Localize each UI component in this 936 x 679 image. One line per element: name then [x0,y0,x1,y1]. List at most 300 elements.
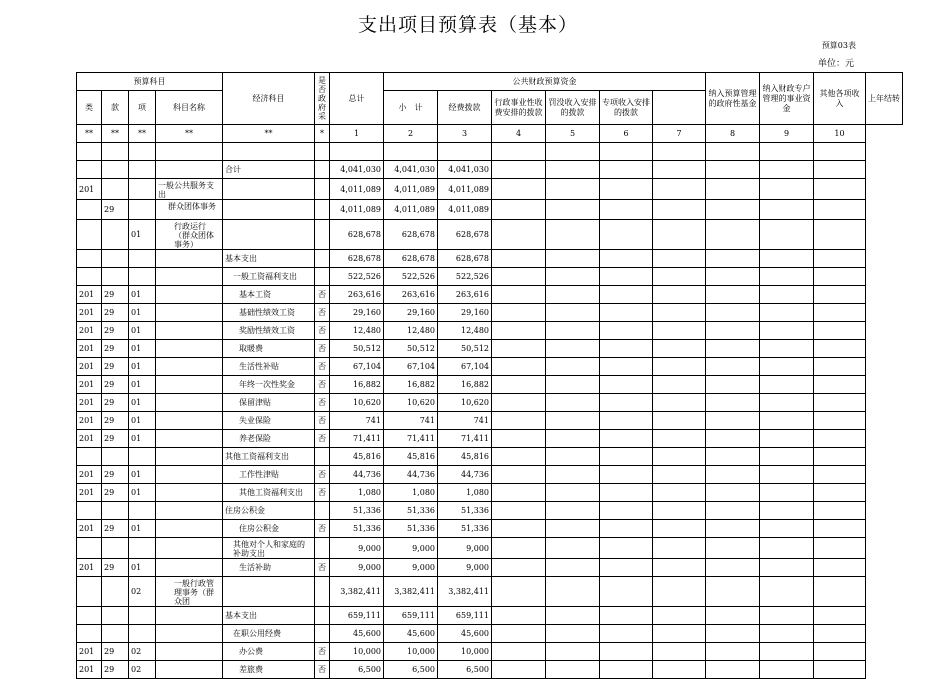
cell-empty [814,607,866,625]
cell-empty [492,358,546,376]
header-gov-fund: 纳入预算管理的政府性基金 [706,73,760,125]
cell-empty [600,538,653,559]
cell-lei: 201 [77,520,102,538]
cell-econ: 住房公积金 [223,502,315,520]
cell-empty [706,448,760,466]
cell-kuan: 29 [102,412,129,430]
budget-table [76,72,903,679]
cell-appr: 628,678 [438,250,492,268]
header-fines: 罚没收入安排的拨款 [546,91,600,125]
header-econ-subject: 经济科目 [223,73,315,125]
cell-empty [814,250,866,268]
cell-empty [706,661,760,679]
cell-sub: 67,104 [384,358,438,376]
cell-proc: 否 [315,394,330,412]
cell-empty [760,161,814,179]
cell-proc: 否 [315,430,330,448]
cell-kuan: 29 [102,358,129,376]
cell-empty [546,161,600,179]
cell-total: 3,382,411 [330,577,384,607]
cell-empty [814,484,866,502]
cell-name [156,358,223,376]
cell-sub: 6,500 [384,661,438,679]
cell-empty [492,484,546,502]
table-row [77,200,903,220]
cell-lei: 201 [77,484,102,502]
table-row [77,322,903,340]
cell-name [156,520,223,538]
cell-sub: 4,011,089 [384,179,438,200]
cell-proc: 否 [315,322,330,340]
cell-proc [315,161,330,179]
cell-empty [492,286,546,304]
cell-empty [760,412,814,430]
cell-proc: 否 [315,412,330,430]
cell-kuan: 29 [102,376,129,394]
cell-empty [653,161,706,179]
cell-total: 10,620 [330,394,384,412]
cell-empty [814,520,866,538]
cell-empty [653,179,706,200]
cell-name [156,268,223,286]
cell-lei [77,161,102,179]
cell-empty [706,394,760,412]
cell-kuan [102,538,129,559]
cell-empty [814,502,866,520]
cell-lei [77,448,102,466]
cell-proc: 否 [315,661,330,679]
cell-empty [546,502,600,520]
cell-xiang: 01 [129,304,156,322]
cell-econ: 保留津贴 [223,394,315,412]
cell-empty [600,466,653,484]
table-row [77,220,903,250]
cell-econ: 基本支出 [223,607,315,625]
cell-name [156,322,223,340]
cell-sub: 4,041,030 [384,161,438,179]
code-cell: ** [156,125,223,143]
header-appropriation: 经费拨款 [438,91,492,125]
cell-name [156,412,223,430]
cell-empty [706,502,760,520]
cell-econ: 办公费 [223,643,315,661]
cell-empty [706,412,760,430]
cell-empty [653,520,706,538]
cell-empty [546,250,600,268]
table-row [77,179,903,200]
cell-empty [546,340,600,358]
table-row [77,643,903,661]
cell-total: 1,080 [330,484,384,502]
cell-empty [600,358,653,376]
cell-lei [77,268,102,286]
cell-empty [814,358,866,376]
cell-empty [760,577,814,607]
cell-empty [706,466,760,484]
cell-sub: 51,336 [384,520,438,538]
cell-empty [492,538,546,559]
cell-empty [600,322,653,340]
cell-empty [546,643,600,661]
cell-lei [77,607,102,625]
cell-proc: 否 [315,304,330,322]
cell-lei: 201 [77,643,102,661]
table-row [77,577,903,607]
cell-empty [600,268,653,286]
cell-xiang: 01 [129,412,156,430]
cell-sub: 45,600 [384,625,438,643]
cell-xiang [129,607,156,625]
spacer-row [77,143,903,161]
cell-kuan [102,577,129,607]
cell-empty [814,304,866,322]
cell-empty [760,484,814,502]
cell-total: 4,011,089 [330,179,384,200]
cell-lei: 201 [77,412,102,430]
cell-total: 6,500 [330,661,384,679]
cell-appr: 10,000 [438,643,492,661]
cell-empty [760,340,814,358]
cell-appr: 10,620 [438,394,492,412]
cell-empty [760,661,814,679]
cell-kuan [102,161,129,179]
cell-empty [706,376,760,394]
cell-name: 群众团体事务 [156,200,223,220]
cell-empty [600,412,653,430]
cell-empty [600,394,653,412]
cell-empty [653,625,706,643]
cell-xiang: 01 [129,358,156,376]
cell-econ: 一般工资福利支出 [223,268,315,286]
table-row [77,286,903,304]
cell-empty [814,394,866,412]
cell-empty [706,268,760,286]
cell-name [156,161,223,179]
cell-empty [600,200,653,220]
cell-empty [814,643,866,661]
cell-econ: 生活补助 [223,559,315,577]
cell-empty [600,179,653,200]
cell-empty [814,200,866,220]
cell-empty [760,466,814,484]
cell-empty [546,607,600,625]
header-is-gov-procurement: 是否政府采 [315,73,330,125]
cell-empty [653,250,706,268]
cell-empty [600,376,653,394]
cell-empty [760,430,814,448]
cell-xiang: 01 [129,484,156,502]
cell-empty [706,577,760,607]
table-row [77,161,903,179]
cell-xiang [129,625,156,643]
cell-empty [492,268,546,286]
cell-empty [546,448,600,466]
cell-appr: 3,382,411 [438,577,492,607]
cell-empty [653,286,706,304]
cell-name: 一般行政管理事务（群众团 [156,577,223,607]
cell-econ [223,179,315,200]
cell-name [156,430,223,448]
cell-empty [492,559,546,577]
cell-empty [706,220,760,250]
cell-appr: 9,000 [438,559,492,577]
cell-proc: 否 [315,559,330,577]
cell-name [156,484,223,502]
cell-empty [706,358,760,376]
cell-kuan: 29 [102,340,129,358]
cell-total: 522,526 [330,268,384,286]
cell-empty [760,394,814,412]
cell-sub: 29,160 [384,304,438,322]
header-special-income: 专项收入安排的拨款 [600,91,653,125]
cell-lei [77,250,102,268]
cell-empty [706,200,760,220]
cell-lei: 201 [77,179,102,200]
cell-empty [492,394,546,412]
code-row [77,125,903,143]
cell-lei [77,200,102,220]
cell-kuan: 29 [102,394,129,412]
cell-econ: 取暖费 [223,340,315,358]
table-row [77,607,903,625]
cell-total: 741 [330,412,384,430]
cell-empty [814,466,866,484]
cell-proc [315,607,330,625]
cell-name [156,538,223,559]
cell-empty [600,484,653,502]
cell-empty [600,559,653,577]
cell-lei: 201 [77,340,102,358]
cell-total: 4,041,030 [330,161,384,179]
cell-kuan: 29 [102,661,129,679]
cell-xiang: 01 [129,394,156,412]
cell-kuan: 29 [102,200,129,220]
cell-empty [546,322,600,340]
cell-empty [546,430,600,448]
cell-empty [546,286,600,304]
cell-sub: 50,512 [384,340,438,358]
cell-total: 628,678 [330,220,384,250]
cell-econ: 合计 [223,161,315,179]
cell-appr: 50,512 [438,340,492,358]
cell-xiang: 02 [129,661,156,679]
cell-empty [814,220,866,250]
cell-xiang: 01 [129,340,156,358]
cell-empty [600,625,653,643]
cell-empty [814,430,866,448]
cell-empty [492,466,546,484]
cell-econ: 其他对个人和家庭的补助支出 [223,538,315,559]
cell-empty [706,161,760,179]
cell-empty [653,394,706,412]
cell-empty [492,200,546,220]
cell-empty [546,394,600,412]
cell-empty [600,448,653,466]
cell-empty [814,559,866,577]
cell-kuan: 29 [102,322,129,340]
cell-empty [706,520,760,538]
cell-econ [223,200,315,220]
cell-empty [492,412,546,430]
code-cell: 2 [384,125,438,143]
cell-empty [760,322,814,340]
cell-empty [492,520,546,538]
cell-empty [760,625,814,643]
table-row [77,502,903,520]
cell-sub: 3,382,411 [384,577,438,607]
cell-total: 45,816 [330,448,384,466]
cell-name [156,250,223,268]
cell-empty [653,220,706,250]
cell-kuan [102,220,129,250]
cell-empty [600,220,653,250]
cell-total: 67,104 [330,358,384,376]
cell-empty [814,268,866,286]
cell-proc [315,179,330,200]
cell-empty [600,661,653,679]
cell-name [156,376,223,394]
table-row [77,340,903,358]
table-row [77,268,903,286]
cell-appr: 659,111 [438,607,492,625]
cell-empty [706,484,760,502]
cell-empty [706,607,760,625]
cell-empty [492,643,546,661]
cell-sub: 659,111 [384,607,438,625]
cell-empty [760,520,814,538]
cell-empty [760,304,814,322]
cell-lei [77,220,102,250]
cell-kuan [102,607,129,625]
cell-empty [814,340,866,358]
cell-empty [760,200,814,220]
cell-econ: 养老保险 [223,430,315,448]
cell-total: 44,736 [330,466,384,484]
cell-xiang: 01 [129,520,156,538]
cell-proc [315,200,330,220]
cell-empty [546,304,600,322]
cell-econ: 基本工资 [223,286,315,304]
cell-xiang [129,161,156,179]
cell-sub: 10,620 [384,394,438,412]
cell-total: 45,600 [330,625,384,643]
cell-xiang: 01 [129,559,156,577]
cell-empty [814,286,866,304]
code-cell: 9 [760,125,814,143]
cell-empty [546,661,600,679]
cell-empty [546,220,600,250]
code-cell: 10 [814,125,866,143]
cell-empty [706,340,760,358]
cell-sub: 9,000 [384,559,438,577]
cell-xiang: 01 [129,466,156,484]
cell-empty [706,625,760,643]
cell-econ: 失业保险 [223,412,315,430]
header-kuan: 款 [102,91,129,125]
cell-xiang [129,268,156,286]
cell-appr: 51,336 [438,520,492,538]
cell-appr: 741 [438,412,492,430]
cell-total: 50,512 [330,340,384,358]
cell-proc: 否 [315,358,330,376]
cell-econ: 住房公积金 [223,520,315,538]
cell-appr: 4,041,030 [438,161,492,179]
code-cell: 3 [438,125,492,143]
cell-empty [653,304,706,322]
cell-empty [492,502,546,520]
cell-xiang: 01 [129,376,156,394]
cell-name [156,394,223,412]
cell-empty [600,340,653,358]
cell-appr: 16,882 [438,376,492,394]
table-row [77,625,903,643]
cell-empty [546,412,600,430]
cell-name [156,643,223,661]
cell-sub: 45,816 [384,448,438,466]
table-body [77,161,903,679]
table-row [77,394,903,412]
cell-empty [492,250,546,268]
table-row [77,304,903,322]
cell-empty [760,538,814,559]
cell-xiang: 01 [129,286,156,304]
cell-empty [546,520,600,538]
code-cell: 7 [653,125,706,143]
cell-econ: 奖励性绩效工资 [223,322,315,340]
table-row [77,250,903,268]
cell-xiang [129,448,156,466]
cell-total: 628,678 [330,250,384,268]
cell-name [156,502,223,520]
cell-empty [706,559,760,577]
cell-empty [814,661,866,679]
cell-lei [77,538,102,559]
cell-empty [706,179,760,200]
cell-empty [492,448,546,466]
header-xiang: 项 [129,91,156,125]
cell-sub: 522,526 [384,268,438,286]
form-code: 预算03表 [821,41,856,50]
cell-empty [706,643,760,661]
cell-empty [706,304,760,322]
cell-lei: 201 [77,430,102,448]
cell-appr: 12,480 [438,322,492,340]
cell-empty [653,430,706,448]
cell-lei: 201 [77,661,102,679]
code-cell: ** [129,125,156,143]
cell-empty [492,161,546,179]
cell-proc [315,268,330,286]
cell-econ: 生活性补贴 [223,358,315,376]
cell-econ: 年终一次性奖金 [223,376,315,394]
unit-label: 单位：元 [817,59,854,69]
cell-empty [653,358,706,376]
table-row [77,412,903,430]
cell-empty [706,322,760,340]
cell-empty [492,179,546,200]
cell-empty [600,607,653,625]
cell-total: 51,336 [330,520,384,538]
cell-empty [600,250,653,268]
cell-econ [223,577,315,607]
cell-empty [653,484,706,502]
cell-xiang: 01 [129,322,156,340]
cell-empty [760,358,814,376]
cell-kuan: 29 [102,286,129,304]
cell-xiang: 02 [129,577,156,607]
cell-xiang: 01 [129,430,156,448]
cell-empty [653,322,706,340]
